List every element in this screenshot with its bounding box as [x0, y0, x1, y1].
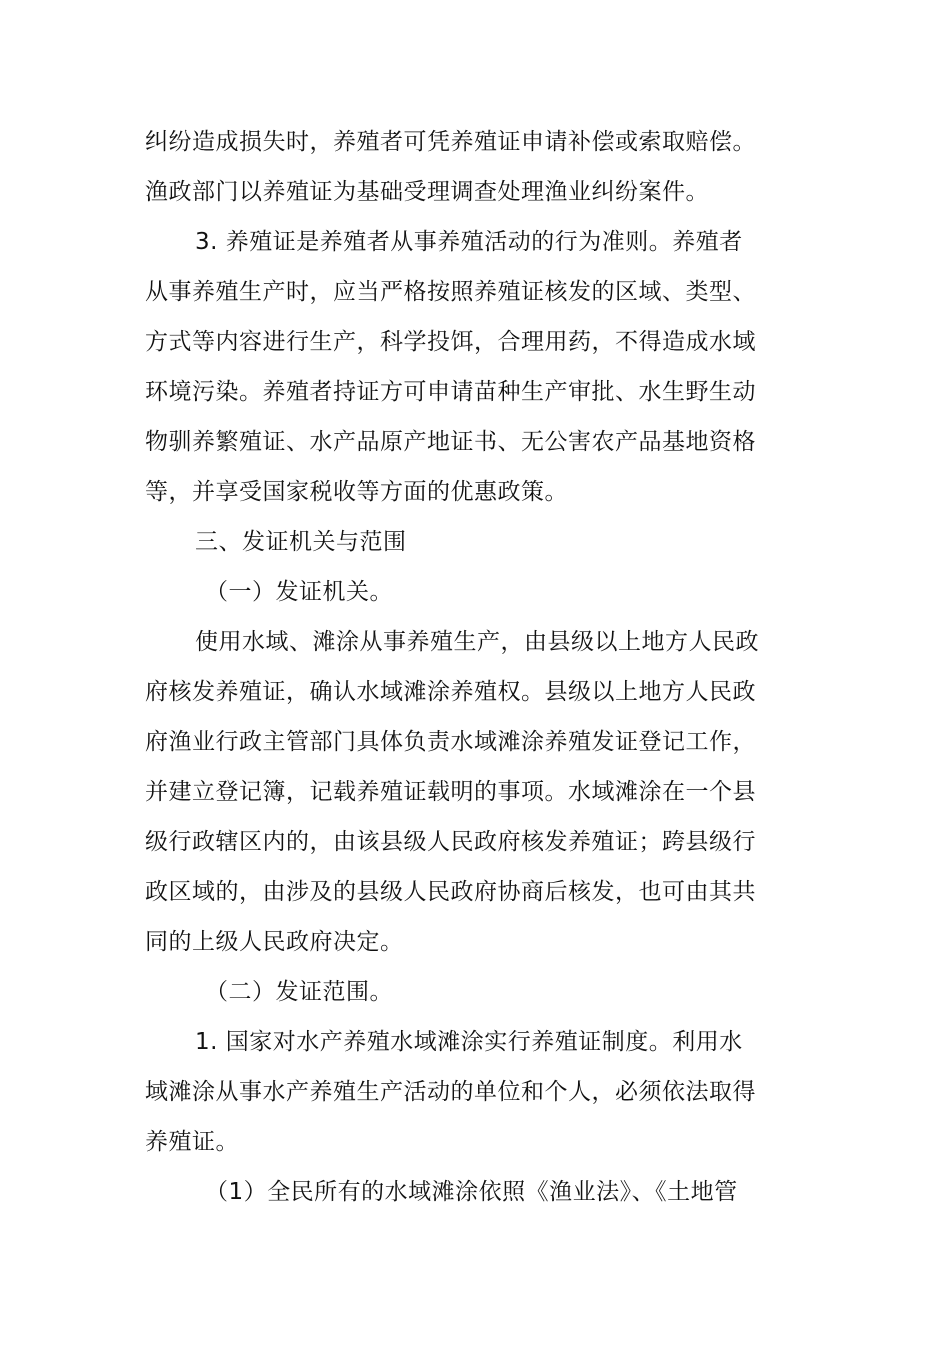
text-line: 并建立登记簿，记载养殖证载明的事项。水域滩涂在一个县 [145, 779, 756, 805]
text-line: 1. 国家对水产养殖水域滩涂实行养殖证制度。利用水 [195, 1029, 743, 1055]
text-line: 物驯养繁殖证、水产品原产地证书、无公害农产品基地资格 [145, 429, 756, 455]
text-line: 等，并享受国家税收等方面的优惠政策。 [145, 479, 568, 505]
subsection-heading: （二）发证范围。 [205, 979, 393, 1005]
text-line: 环境污染。养殖者持证方可申请苗种生产审批、水生野生动 [145, 379, 756, 405]
text-line: 渔政部门以养殖证为基础受理调查处理渔业纠纷案件。 [145, 179, 709, 205]
text-line: 3. 养殖证是养殖者从事养殖活动的行为准则。养殖者 [195, 229, 743, 255]
text-line: 政区域的，由涉及的县级人民政府协商后核发，也可由其共 [145, 879, 756, 905]
text-line: 府渔业行政主管部门具体负责水域滩涂养殖发证登记工作， [145, 729, 756, 755]
subsection-heading: （一）发证机关。 [205, 579, 393, 605]
text-line: 使用水域、滩涂从事养殖生产，由县级以上地方人民政 [195, 629, 759, 655]
text-line: 同的上级人民政府决定。 [145, 929, 404, 955]
text-line: 府核发养殖证，确认水域滩涂养殖权。县级以上地方人民政 [145, 679, 756, 705]
section-heading: 三、发证机关与范围 [195, 529, 407, 555]
text-line: 方式等内容进行生产，科学投饵，合理用药，不得造成水域 [145, 329, 756, 355]
text-line: 级行政辖区内的，由该县级人民政府核发养殖证；跨县级行 [145, 829, 756, 855]
text-line: 从事养殖生产时，应当严格按照养殖证核发的区域、类型、 [145, 279, 756, 305]
text-line: 域滩涂从事水产养殖生产活动的单位和个人，必须依法取得 [145, 1079, 756, 1105]
text-line: 纠纷造成损失时，养殖者可凭养殖证申请补偿或索取赔偿。 [145, 129, 756, 155]
text-line: 养殖证。 [145, 1129, 239, 1155]
text-line: （1）全民所有的水域滩涂依照《渔业法》、《土地管 [205, 1179, 738, 1205]
